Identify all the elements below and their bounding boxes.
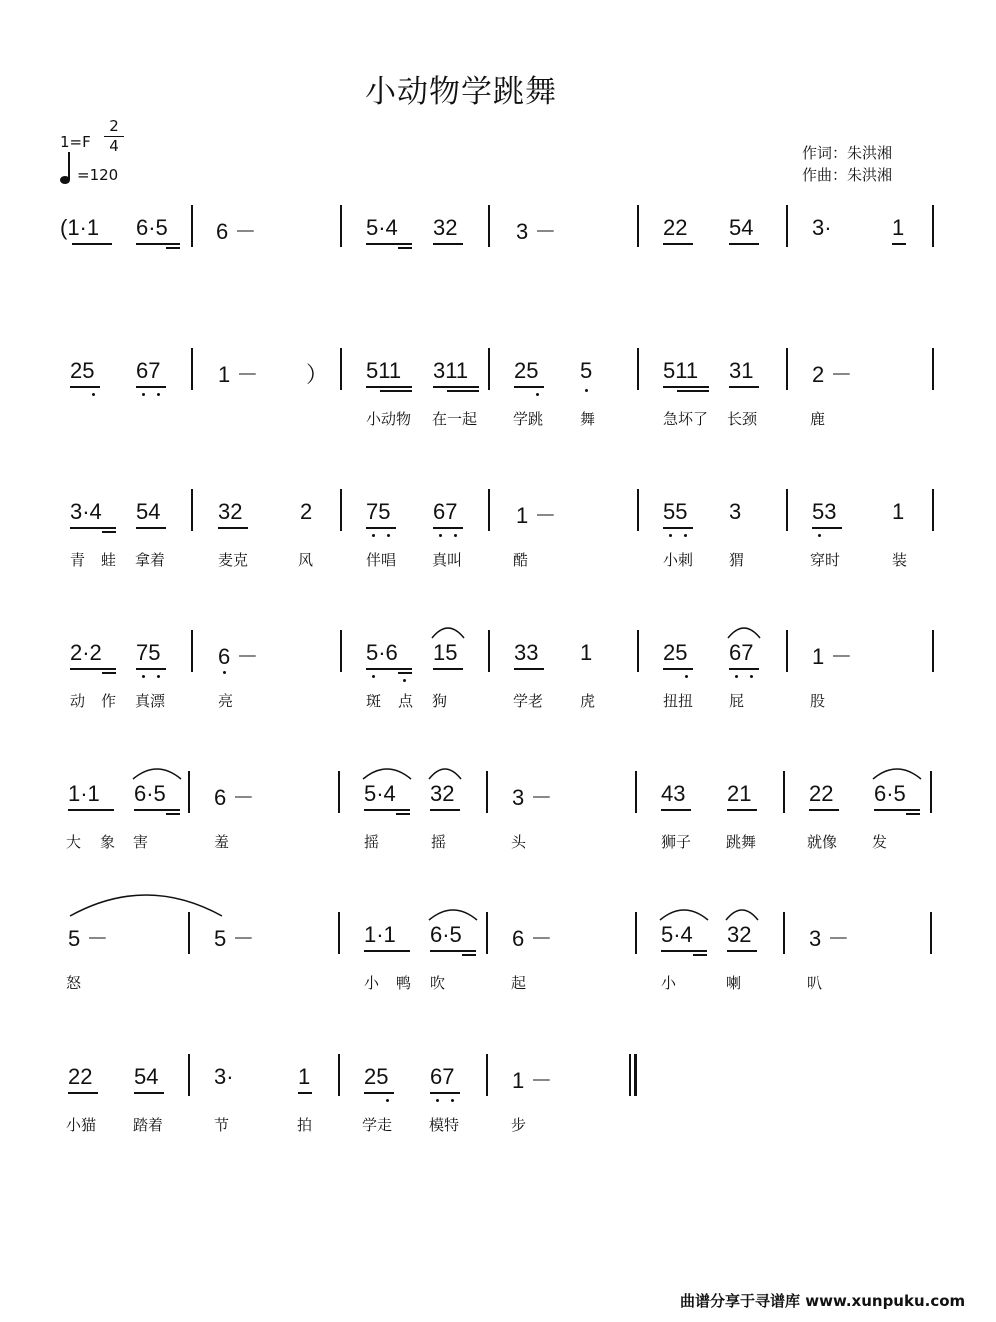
note-group: 3· (214, 1064, 234, 1089)
underline (727, 950, 757, 952)
note-group: 1 － (516, 503, 557, 528)
octave-dot (142, 675, 145, 678)
underline (663, 668, 693, 670)
octave-dot (142, 393, 145, 396)
note-group: 6 － (216, 219, 257, 244)
note-group: 3 － (512, 785, 553, 810)
barline (635, 912, 637, 954)
underline (430, 1092, 460, 1094)
quarter-note-icon (60, 150, 76, 186)
note-group: 15 (433, 640, 458, 665)
barline (188, 1054, 190, 1096)
underline (398, 247, 412, 249)
note-group: 25 (364, 1064, 389, 1089)
lyric: 点 (398, 692, 414, 710)
underline (136, 527, 166, 529)
lyric: 起 (511, 974, 527, 992)
lyric: 模特 (429, 1116, 460, 1134)
underline (677, 390, 709, 392)
lyric: 小 (661, 974, 677, 992)
underline (366, 243, 412, 245)
octave-dot (403, 679, 406, 682)
underline (661, 809, 691, 811)
note-group: 3 (729, 499, 742, 524)
octave-dot (536, 393, 539, 396)
note-group: 25 (663, 640, 688, 665)
song-title: 小动物学跳舞 (365, 74, 557, 110)
underline (663, 243, 693, 245)
barline (932, 630, 934, 672)
octave-dot (372, 675, 375, 678)
lyric: 象 (100, 833, 116, 851)
lyric: 屁 (729, 692, 745, 710)
lyric: 伴唱 (366, 551, 397, 569)
slur (724, 904, 760, 922)
note-group: 25 (70, 358, 95, 383)
time-signature-numerator: 2 (104, 117, 124, 137)
underline (366, 668, 412, 670)
underline (906, 813, 920, 815)
barline (488, 205, 490, 247)
underline (729, 668, 759, 670)
underline (663, 527, 693, 529)
underline (727, 809, 757, 811)
slur (658, 904, 710, 922)
lyric: 急坏了 (663, 410, 709, 428)
underline (366, 386, 412, 388)
lyric: 跳舞 (726, 833, 757, 851)
slur (430, 622, 466, 640)
octave-dot (372, 534, 375, 537)
underline (433, 386, 479, 388)
slur (361, 763, 413, 781)
closing-paren: ） (306, 362, 329, 387)
underline (166, 813, 180, 815)
slur (131, 763, 183, 781)
note-group: 5 － (68, 926, 109, 951)
underline (364, 950, 410, 952)
note-group: 3 － (516, 219, 557, 244)
lyric: 羞 (214, 833, 230, 851)
underline (729, 243, 759, 245)
barline (488, 348, 490, 390)
note-group: 2 (300, 499, 313, 524)
note-group: 1 (298, 1064, 311, 1089)
underline (430, 809, 460, 811)
lyric: 拿着 (135, 551, 166, 569)
note-group: 32 (433, 215, 458, 240)
note-group: 6 － (512, 926, 553, 951)
barline (783, 771, 785, 813)
barline (637, 348, 639, 390)
note-group: 6·5 (136, 215, 168, 240)
lyric: 鹿 (810, 410, 826, 428)
note-group: 3· (812, 215, 832, 240)
underline (166, 247, 180, 249)
note-group: (1·1 (60, 215, 100, 240)
octave-dot (157, 393, 160, 396)
octave-dot (387, 534, 390, 537)
underline (892, 243, 906, 245)
underline (68, 809, 114, 811)
slur (427, 904, 479, 922)
underline (693, 954, 707, 956)
barline (786, 348, 788, 390)
underline (729, 386, 759, 388)
barline (930, 912, 932, 954)
octave-dot (436, 1099, 439, 1102)
note-group: 32 (218, 499, 243, 524)
note-group: 6 － (218, 644, 259, 669)
lyric: 吹 (430, 974, 446, 992)
lyric: 动 (70, 692, 86, 710)
barline (340, 630, 342, 672)
lyric: 就像 (807, 833, 838, 851)
note-group: 5 (580, 358, 593, 383)
lyric: 长颈 (727, 410, 758, 428)
note-group: 32 (727, 922, 752, 947)
note-group: 54 (136, 499, 161, 524)
octave-dot (451, 1099, 454, 1102)
lyric: 蛙 (101, 551, 117, 569)
note-group: 32 (430, 781, 455, 806)
final-barline-thick (634, 1054, 637, 1096)
note-group: 31 (729, 358, 754, 383)
lyric: 作 (101, 692, 117, 710)
lyric: 鸭 (396, 974, 412, 992)
lyric: 酷 (513, 551, 529, 569)
underline (433, 527, 463, 529)
lyric: 麦克 (218, 551, 249, 569)
barline (191, 348, 193, 390)
underline (433, 668, 463, 670)
barline (191, 205, 193, 247)
note-group: 54 (729, 215, 754, 240)
underline (136, 386, 166, 388)
time-signature (104, 117, 124, 156)
note-group: 67 (433, 499, 458, 524)
barline (338, 912, 340, 954)
barline (340, 489, 342, 531)
note-group: 75 (136, 640, 161, 665)
lyric: 真叫 (432, 551, 463, 569)
underline (102, 531, 116, 533)
barline (786, 630, 788, 672)
lyric: 斑 (366, 692, 382, 710)
lyric: 发 (872, 833, 888, 851)
note-group: 511 (663, 358, 699, 383)
underline (136, 243, 180, 245)
underline (298, 1092, 312, 1094)
octave-dot (454, 534, 457, 537)
lyric: 扭扭 (663, 692, 694, 710)
lyric: 风 (298, 551, 314, 569)
underline (398, 672, 412, 674)
underline (430, 950, 476, 952)
octave-dot (735, 675, 738, 678)
barline (637, 630, 639, 672)
underline (134, 809, 180, 811)
note-group: 33 (514, 640, 539, 665)
lyric: 青 (70, 551, 86, 569)
lyric: 学老 (513, 692, 544, 710)
lyric: 叭 (807, 974, 823, 992)
lyric: 舞 (580, 410, 596, 428)
barline (637, 205, 639, 247)
underline (812, 527, 842, 529)
note-group: 67 (430, 1064, 455, 1089)
barline (188, 912, 190, 954)
lyric: 装 (892, 551, 908, 569)
underline (462, 954, 476, 956)
slur (427, 763, 463, 781)
lyric: 小猫 (66, 1116, 97, 1134)
barline (188, 771, 190, 813)
note-group: 6·5 (134, 781, 166, 806)
octave-dot (684, 534, 687, 537)
note-group: 3·4 (70, 499, 102, 524)
underline (663, 386, 709, 388)
note-group: 55 (663, 499, 688, 524)
tempo-marking: =120 (77, 166, 119, 184)
underline (433, 243, 463, 245)
barline (786, 489, 788, 531)
barline (783, 912, 785, 954)
lyric: 害 (133, 833, 149, 851)
key-signature: 1=F (60, 133, 91, 151)
barline (486, 771, 488, 813)
note-group: 6 － (214, 785, 255, 810)
lyric: 摇 (364, 833, 380, 851)
underline (102, 672, 116, 674)
underline (70, 668, 116, 670)
barline (932, 489, 934, 531)
barline (191, 630, 193, 672)
barline (635, 771, 637, 813)
underline (68, 1092, 98, 1094)
barline (637, 489, 639, 531)
note-group: 6·5 (874, 781, 906, 806)
note-group: 67 (729, 640, 754, 665)
octave-dot (685, 675, 688, 678)
barline (340, 205, 342, 247)
note-group: 22 (809, 781, 834, 806)
note-group: 5·6 (366, 640, 398, 665)
underline (72, 243, 112, 245)
underline (809, 809, 839, 811)
barline (486, 912, 488, 954)
note-group: 1·1 (364, 922, 396, 947)
note-group: 5 － (214, 926, 255, 951)
octave-dot (223, 671, 226, 674)
octave-dot (818, 534, 821, 537)
note-group: 2·2 (70, 640, 102, 665)
underline (874, 809, 920, 811)
lyric: 学跳 (513, 410, 544, 428)
lyric: 虎 (580, 692, 596, 710)
note-group: 3 － (809, 926, 850, 951)
lyric: 猬 (729, 551, 745, 569)
lyric: 踏着 (133, 1116, 164, 1134)
barline (338, 771, 340, 813)
lyric: 在一起 (432, 410, 478, 428)
octave-dot (439, 534, 442, 537)
barline (932, 205, 934, 247)
note-group: 67 (136, 358, 161, 383)
lyric: 小 (364, 974, 380, 992)
underline (70, 527, 116, 529)
barline (488, 489, 490, 531)
octave-dot (92, 393, 95, 396)
barline (338, 1054, 340, 1096)
underline (134, 1092, 164, 1094)
barline (786, 205, 788, 247)
lyric: 股 (810, 692, 826, 710)
note-group: 1 (892, 499, 905, 524)
octave-dot (585, 389, 588, 392)
composer-credit: 作曲：朱洪湘 (802, 166, 893, 184)
underline (514, 668, 544, 670)
note-group: 1 － (812, 644, 853, 669)
octave-dot (386, 1099, 389, 1102)
note-group: 53 (812, 499, 837, 524)
underline (364, 1092, 394, 1094)
time-signature-denominator: 4 (109, 137, 119, 155)
note-group: 54 (134, 1064, 159, 1089)
note-group: 22 (68, 1064, 93, 1089)
note-group: 1 － (512, 1068, 553, 1093)
barline (191, 489, 193, 531)
barline (932, 348, 934, 390)
lyric: 大 (66, 833, 82, 851)
lyric: 拍 (297, 1116, 313, 1134)
note-group: 6·5 (430, 922, 462, 947)
lyric: 狗 (432, 692, 448, 710)
lyric: 节 (214, 1116, 230, 1134)
octave-dot (750, 675, 753, 678)
slur (726, 622, 762, 640)
barline (340, 348, 342, 390)
note-group: 1 (580, 640, 593, 665)
barline (930, 771, 932, 813)
lyric: 小刺 (663, 551, 694, 569)
note-group: 5·4 (364, 781, 396, 806)
underline (396, 813, 410, 815)
octave-dot (669, 534, 672, 537)
underline (218, 527, 248, 529)
lyric: 喇 (726, 974, 742, 992)
note-group: 5·4 (661, 922, 693, 947)
note-group: 75 (366, 499, 391, 524)
final-barline-thin (629, 1054, 631, 1096)
lyric: 亮 (218, 692, 234, 710)
underline (380, 390, 412, 392)
note-group: 1 (892, 215, 905, 240)
note-group: 2 － (812, 362, 853, 387)
note-group: 311 (433, 358, 469, 383)
underline (661, 950, 707, 952)
lyric: 头 (511, 833, 527, 851)
underline (366, 527, 396, 529)
underline (514, 386, 544, 388)
lyric: 穿时 (810, 551, 841, 569)
barline (488, 630, 490, 672)
footer-credit: 曲谱分享于寻谱库 www.xunpuku.com (680, 1292, 966, 1310)
lyricist-credit: 作词：朱洪湘 (802, 144, 893, 162)
slur (871, 763, 923, 781)
lyric: 怒 (66, 974, 82, 992)
note-group: 43 (661, 781, 686, 806)
tie (66, 890, 226, 920)
barline (486, 1054, 488, 1096)
underline (364, 809, 410, 811)
note-group: 5·4 (366, 215, 398, 240)
octave-dot (157, 675, 160, 678)
lyric: 步 (511, 1116, 527, 1134)
underline (447, 390, 479, 392)
lyric: 学走 (362, 1116, 393, 1134)
lyric: 狮子 (661, 833, 692, 851)
note-group: 1·1 (68, 781, 100, 806)
lyric: 小动物 (366, 410, 412, 428)
lyric: 摇 (431, 833, 447, 851)
note-group: 22 (663, 215, 688, 240)
note-group: 21 (727, 781, 752, 806)
note-group: 25 (514, 358, 539, 383)
underline (136, 668, 166, 670)
underline (70, 386, 100, 388)
lyric: 真漂 (135, 692, 166, 710)
note-group: 1 － (218, 362, 259, 387)
note-group: 511 (366, 358, 402, 383)
